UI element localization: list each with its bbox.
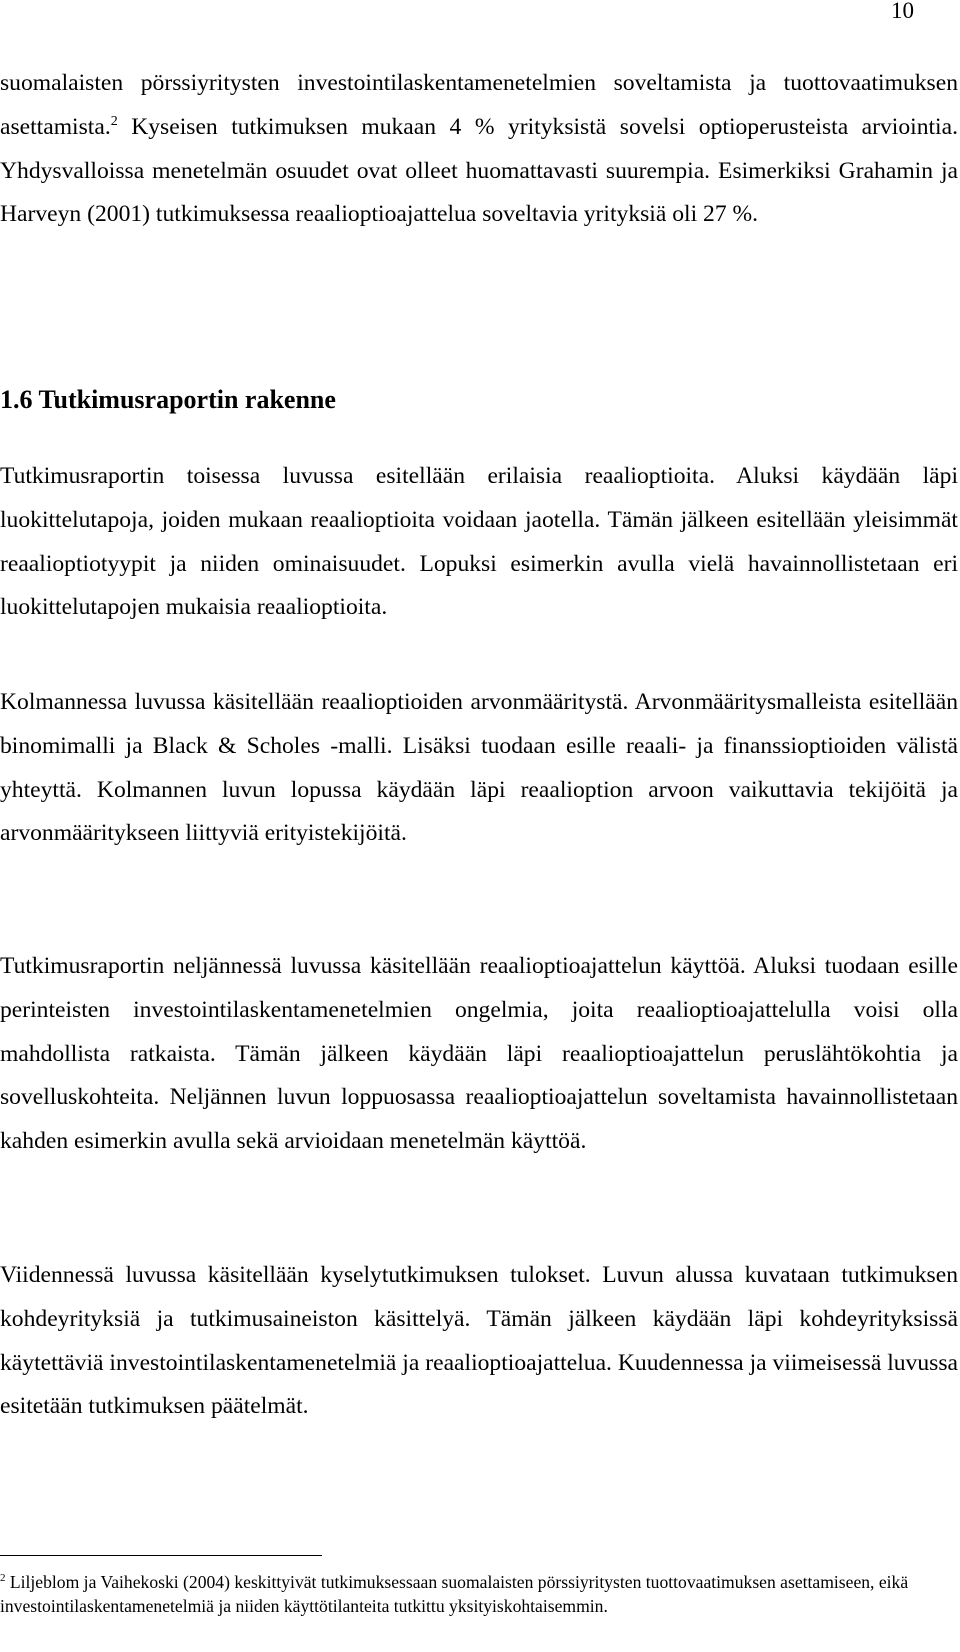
footnote-text: Liljeblom ja Vaihekoski (2004) keskittyivät tutkimuksessaan suomalaisten pörssiyritysten tuottovaatimuksen asettamiseen, eikä investointilaskentamenetelmiä ja niiden käyttötilanteita tutkittu yksityiskohtaisemmin. (0, 1572, 909, 1617)
footnote-marker: 2 (0, 1572, 6, 1585)
paragraph-4: Tutkimusraportin neljännessä luvussa käsitellään reaalioptioajattelun käyttöä. Aluksi tuodaan esille perinteisten investointilaskentamenetelmien ongelmia, joita reaalioptioajattelulla voisi olla mahdollista ratkaista. Tämän jälkeen käydään läpi reaalioptioajattelun peruslähtökohtia ja sovelluskohteita. Neljännen luvun loppuosassa reaalioptioajattelun soveltamista havainnollistetaan kahden esimerkin avulla sekä arvioidaan menetelmän käyttöä. (0, 953, 958, 1155)
paragraph-1-text-start: suomalaisten pörssiyritysten investointilaskentamenetelmien soveltamista ja tuottovaatimuksen asettamista. (0, 70, 958, 140)
paragraph-1-text-end: Kyseisen tutkimuksen mukaan 4 % yrityksistä sovelsi optioperusteista arviointia. Yhdysvalloissa menetelmän osuudet ovat olleet huomattavasti suurempia. Esimerkiksi Grahamin ja Harveyn (2001) tutkimuksessa reaalioptioajattelua soveltavia yrityksiä oli 27 %. (0, 113, 958, 228)
paragraph-5: Viidennessä luvussa käsitellään kyselytutkimuksen tulokset. Luvun alussa kuvataan tutkimuksen kohdeyrityksiä ja tutkimusaineiston käsittelyä. Tämän jälkeen käydään läpi kohdeyrityksissä käytettäviä investointilaskentamenetelmiä ja reaalioptioajattelua. Kuudennessa ja viimeisessä luvussa esitetään tutkimuksen päätelmät. (0, 1262, 958, 1420)
footnote-reference[interactable]: 2 (110, 113, 118, 129)
paragraph-2: Tutkimusraportin toisessa luvussa esitellään erilaisia reaalioptioita. Aluksi käydään läpi luokittelutapoja, joiden mukaan reaalioptioita voidaan jaotella. Tämän jälkeen esitellään yleisimmät reaalioptiotyypit ja niiden ominaisuudet. Lopuksi esimerkin avulla vielä havainnollistetaan eri luokittelutapojen mukaisia reaalioptioita. (0, 463, 958, 621)
paragraph-1 (0, 62, 958, 237)
section-heading: 1.6 Tutkimusraportin rakenne (0, 385, 336, 414)
paragraph-3: Kolmannessa luvussa käsitellään reaalioptioiden arvonmääritystä. Arvonmääritysmalleista esitellään binomimalli ja Black & Scholes -malli. Lisäksi tuodaan esille reaali- ja finanssioptioiden välistä yhteyttä. Kolmannen luvun lopussa käydään läpi reaalioption arvoon vaikuttavia tekijöitä ja arvonmääritykseen liittyviä erityistekijöitä. (0, 689, 958, 847)
footnote-separator (0, 1555, 322, 1556)
page-number: 10 (891, 0, 914, 23)
footnote (0, 1570, 958, 1619)
